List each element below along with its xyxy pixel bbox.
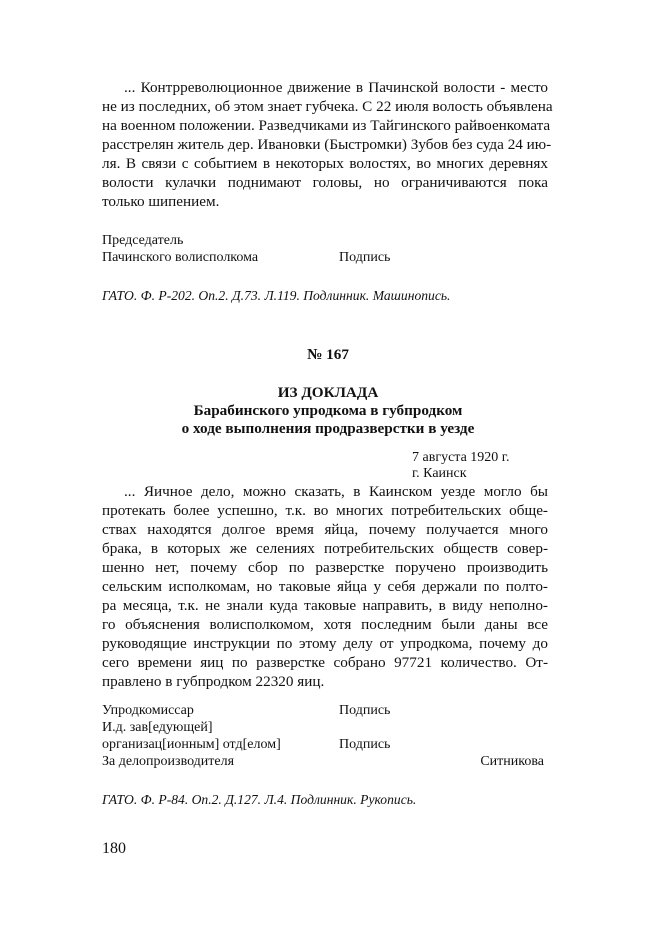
doc2-text-line-2: протекать более успешно, т.к. во многих потребительских обще-: [102, 502, 548, 519]
doc1-text-line-1: ... Контрреволюционное движение в Пачинской волости - место: [124, 79, 548, 96]
doc1-text-line-7: только шипением.: [102, 193, 220, 210]
doc2-acting-head-title: И.д. зав[едующей]: [102, 720, 213, 735]
doc2-commissar-signature: Подпись: [339, 703, 391, 718]
doc2-text-line-6: сельским исполкомам, но таковые яйца у себя держали по полто-: [102, 578, 548, 595]
doc2-text-line-4: брака, в которых же селениях потребительских обществ совер-: [102, 540, 548, 557]
doc2-subheading-2: о ходе выполнения продразверстки в уезде: [181, 420, 475, 437]
doc2-text-line-9: руководящие инструкции по этому делу от упродкома, почему до: [102, 635, 548, 652]
doc1-text-line-2: не из последних, об этом знает губчека. С 22 июля волость объявлена: [102, 98, 553, 115]
doc2-text-line-8: го объяснения волисполкомом, хотя последним были даны все: [102, 616, 548, 633]
doc2-heading: ИЗ ДОКЛАДА: [277, 384, 379, 401]
doc2-number: № 167: [307, 346, 349, 363]
doc2-text-line-3: ствах находятся долгое время яйца, почему получается много: [102, 521, 548, 538]
doc1-signature: Подпись: [339, 250, 391, 265]
doc2-date: 7 августа 1920 г.: [412, 450, 510, 465]
doc1-source-note: ГАТО. Ф. Р-202. Оп.2. Д.73. Л.119. Подлинник. Машинопись.: [102, 288, 451, 303]
doc2-commissar-title: Упродкомиссар: [102, 703, 194, 718]
doc1-signatory-title: Председатель: [102, 233, 184, 248]
doc2-org-dept-signature: Подпись: [339, 737, 391, 752]
doc2-text-line-7: ра месяца, т.к. не знали куда таковые направить, в виду неполно-: [102, 597, 548, 614]
doc2-org-dept-title: организац[ионным] отд[елом]: [102, 737, 281, 752]
doc1-text-line-6: волости кулачки поднимают головы, но ограничиваются пока: [102, 174, 548, 191]
doc1-text-line-4: расстрелян житель дер. Ивановки (Быстромки) Зубов без суда 24 ию-: [102, 136, 552, 153]
doc1-signatory-org: Пачинского волисполкома: [102, 250, 259, 265]
doc2-text-line-5: шенно нет, почему сбор по разверстке поручено производить: [102, 559, 548, 576]
doc2-subheading-1: Барабинского упродкома в губпродком: [193, 402, 463, 419]
doc2-text-line-11: правлено в губпродком 22320 яиц.: [102, 673, 325, 690]
doc2-clerk-title: За делопроизводителя: [102, 754, 235, 769]
doc2-text-line-10: сего времени яиц по разверстке собрано 97721 количество. От-: [102, 654, 548, 671]
doc2-source-note: ГАТО. Ф. Р-84. Оп.2. Д.127. Л.4. Подлинник. Рукопись.: [102, 792, 417, 807]
page-number: 180: [102, 840, 126, 857]
doc2-text-line-1: ... Яичное дело, можно сказать, в Каинском уезде могло бы: [124, 483, 548, 500]
doc2-clerk-name: Ситникова: [480, 754, 544, 769]
doc2-place: г. Каинск: [412, 466, 467, 481]
doc1-text-line-3: на военном положении. Разведчиками из Тайгинского райвоенкомата: [102, 117, 551, 134]
doc1-text-line-5: ля. В связи с событием в некоторых волостях, во многих деревнях: [102, 155, 548, 172]
